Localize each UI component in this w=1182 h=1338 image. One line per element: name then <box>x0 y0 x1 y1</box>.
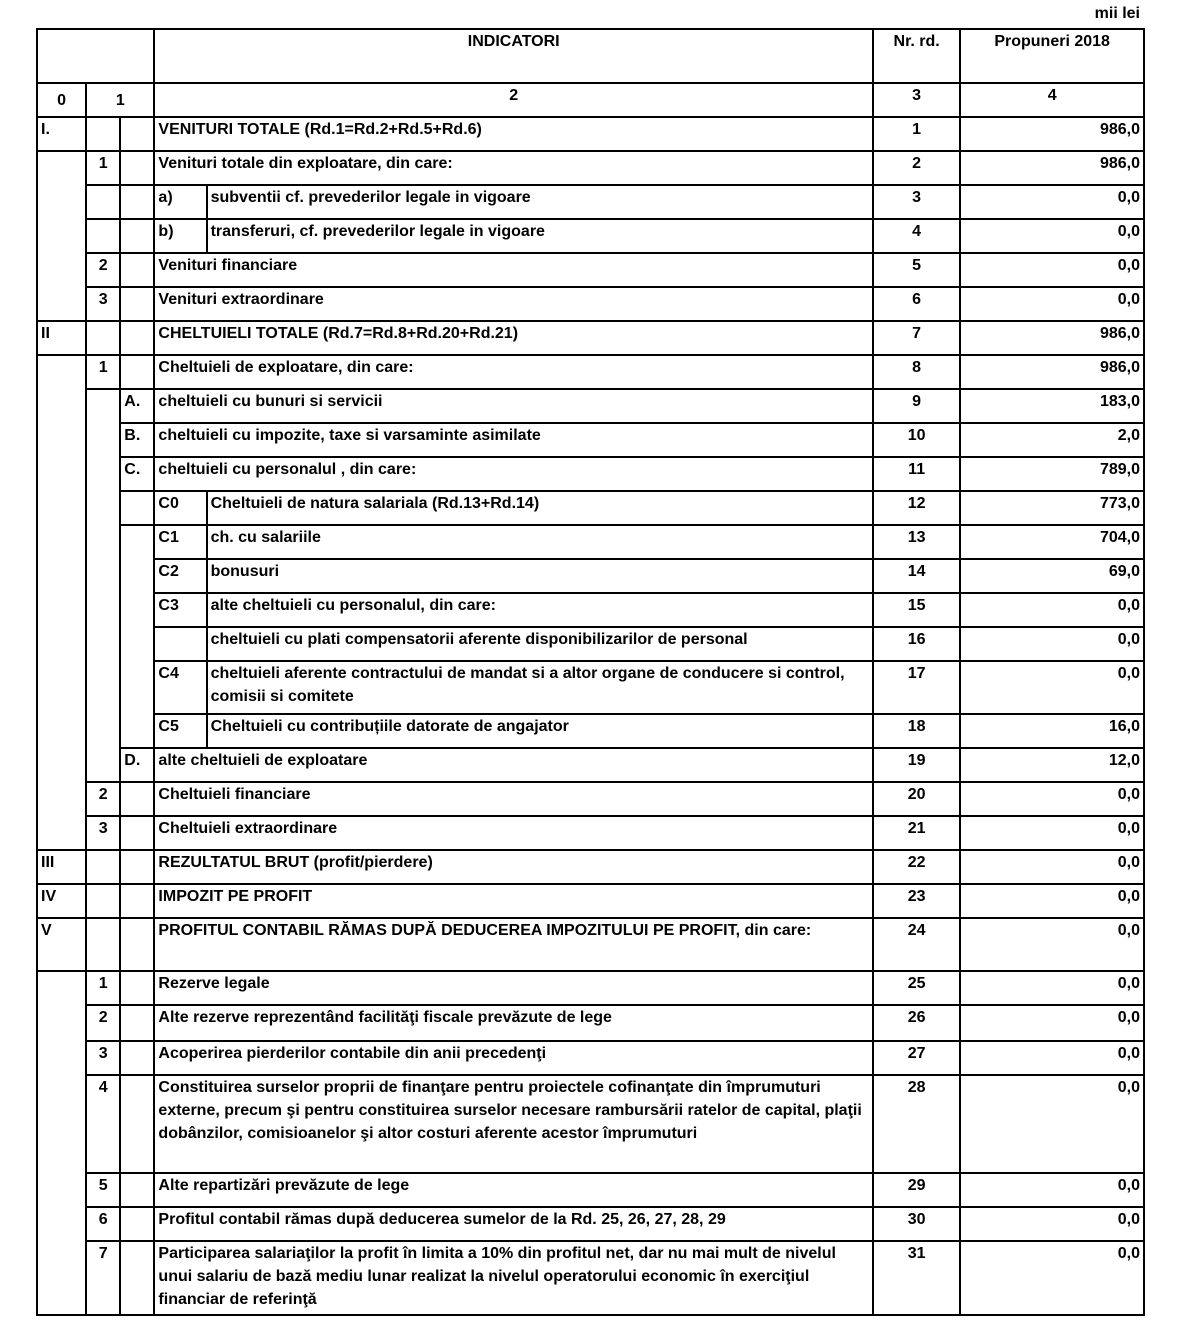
indicator-cell: Cheltuieli extraordinare <box>154 816 873 850</box>
arabic-cell: 1 <box>86 971 120 1005</box>
nr-rd-cell: 26 <box>873 1005 960 1041</box>
value-cell: 986,0 <box>960 117 1144 151</box>
empty-cell <box>120 117 154 151</box>
arabic-cell: 1 <box>86 355 120 389</box>
table-row <box>37 559 1144 593</box>
arabic-cell: 4 <box>86 1075 120 1173</box>
empty-cell <box>120 321 154 355</box>
indicator-cell: Cheltuieli financiare <box>154 782 873 816</box>
nr-rd-cell: 15 <box>873 593 960 627</box>
nr-rd-cell: 30 <box>873 1207 960 1241</box>
indicator-cell: Acoperirea pierderilor contabile din anii precedenţi <box>154 1041 873 1075</box>
arabic-cell: 2 <box>86 782 120 816</box>
code-cell: C4 <box>154 661 206 714</box>
table-row <box>37 1173 1144 1207</box>
table-row <box>37 525 1144 559</box>
value-cell: 704,0 <box>960 525 1144 559</box>
nr-rd-cell: 28 <box>873 1075 960 1173</box>
value-cell: 0,0 <box>960 850 1144 884</box>
indicator-cell: Venituri extraordinare <box>154 287 873 321</box>
code-cell: a) <box>154 185 206 219</box>
value-cell: 2,0 <box>960 423 1144 457</box>
empty-cell <box>120 918 154 971</box>
nr-rd-cell: 8 <box>873 355 960 389</box>
roman-cell: II <box>37 321 86 355</box>
indicator-cell: Cheltuieli de exploatare, din care: <box>154 355 873 389</box>
table-row <box>37 151 1144 185</box>
arabic-cell: 2 <box>86 1005 120 1041</box>
nr-rd-cell: 4 <box>873 219 960 253</box>
indicator-cell: Cheltuieli cu contribuțiile datorate de angajator <box>207 714 873 748</box>
empty-cell <box>120 1241 154 1315</box>
arabic-cell: 3 <box>86 287 120 321</box>
table-row <box>37 884 1144 918</box>
nr-rd-cell: 22 <box>873 850 960 884</box>
empty-cell <box>120 525 154 748</box>
arabic-cell: 1 <box>86 151 120 185</box>
arabic-cell: 7 <box>86 1241 120 1315</box>
indicator-cell: cheltuieli cu personalul , din care: <box>154 457 873 491</box>
empty-cell <box>120 816 154 850</box>
empty-cell <box>86 321 120 355</box>
table-row <box>37 782 1144 816</box>
empty-cell <box>120 850 154 884</box>
table-row <box>37 850 1144 884</box>
arabic-cell: 3 <box>86 816 120 850</box>
value-cell: 0,0 <box>960 1041 1144 1075</box>
empty-cell <box>120 782 154 816</box>
nr-rd-cell: 7 <box>873 321 960 355</box>
code-cell: C0 <box>154 491 206 525</box>
indicator-cell: PROFITUL CONTABIL RĂMAS DUPĂ DEDUCEREA IMPOZITULUI PE PROFIT, din care: <box>154 918 873 971</box>
value-cell: 0,0 <box>960 884 1144 918</box>
empty-cell <box>120 1041 154 1075</box>
table-row <box>37 816 1144 850</box>
nr-rd-cell: 6 <box>873 287 960 321</box>
table-row <box>37 219 1144 253</box>
indicator-cell: cheltuieli aferente contractului de mandat si a altor organe de conducere si control, comisii si comitete <box>207 661 873 714</box>
value-cell: 0,0 <box>960 661 1144 714</box>
empty-cell <box>120 355 154 389</box>
roman-cell: IV <box>37 884 86 918</box>
table-row <box>37 185 1144 219</box>
indicator-cell: IMPOZIT PE PROFIT <box>154 884 873 918</box>
value-cell: 0,0 <box>960 1075 1144 1173</box>
value-cell: 0,0 <box>960 593 1144 627</box>
indicator-cell: Venituri financiare <box>154 253 873 287</box>
indicator-cell: bonusuri <box>207 559 873 593</box>
value-cell: 0,0 <box>960 1173 1144 1207</box>
indicator-cell: VENITURI TOTALE (Rd.1=Rd.2+Rd.5+Rd.6) <box>154 117 873 151</box>
letter-cell: C. <box>120 457 154 491</box>
value-cell: 986,0 <box>960 321 1144 355</box>
col-number: 2 <box>154 83 873 117</box>
value-cell: 773,0 <box>960 491 1144 525</box>
empty-cell <box>120 1207 154 1241</box>
value-cell: 0,0 <box>960 1005 1144 1041</box>
col-number: 0 <box>37 83 86 117</box>
nr-rd-cell: 31 <box>873 1241 960 1315</box>
nr-rd-cell: 29 <box>873 1173 960 1207</box>
empty-cell <box>86 219 120 253</box>
value-cell: 16,0 <box>960 714 1144 748</box>
value-cell: 0,0 <box>960 1207 1144 1241</box>
value-cell: 0,0 <box>960 185 1144 219</box>
indicator-cell: REZULTATUL BRUT (profit/pierdere) <box>154 850 873 884</box>
value-cell: 986,0 <box>960 355 1144 389</box>
empty-cell <box>86 117 120 151</box>
roman-cell: I. <box>37 117 86 151</box>
col-number: 4 <box>960 83 1144 117</box>
indicator-cell: ch. cu salariile <box>207 525 873 559</box>
nr-rd-cell: 25 <box>873 971 960 1005</box>
header-indicatori: INDICATORI <box>154 29 873 83</box>
empty-cell <box>86 850 120 884</box>
empty-cell <box>120 185 154 219</box>
code-cell: C2 <box>154 559 206 593</box>
header-row <box>37 29 1144 83</box>
table-row <box>37 748 1144 782</box>
value-cell: 0,0 <box>960 287 1144 321</box>
nr-rd-cell: 3 <box>873 185 960 219</box>
arabic-cell: 3 <box>86 1041 120 1075</box>
nr-rd-cell: 24 <box>873 918 960 971</box>
indicator-cell: Rezerve legale <box>154 971 873 1005</box>
nr-rd-cell: 1 <box>873 117 960 151</box>
table-row <box>37 117 1144 151</box>
unit-label: mii lei <box>1094 5 1140 22</box>
table-row <box>37 1207 1144 1241</box>
indicator-cell: Venituri totale din exploatare, din care: <box>154 151 873 185</box>
empty-cell <box>37 355 86 850</box>
empty-cell <box>86 185 120 219</box>
arabic-cell: 6 <box>86 1207 120 1241</box>
indicator-cell: Cheltuieli de natura salariala (Rd.13+Rd.14) <box>207 491 873 525</box>
table-row <box>37 355 1144 389</box>
nr-rd-cell: 14 <box>873 559 960 593</box>
value-cell: 0,0 <box>960 627 1144 661</box>
table-row <box>37 389 1144 423</box>
indicator-cell: Alte repartizări prevăzute de lege <box>154 1173 873 1207</box>
indicator-cell: CHELTUIELI TOTALE (Rd.7=Rd.8+Rd.20+Rd.21) <box>154 321 873 355</box>
indicator-cell: alte cheltuieli de exploatare <box>154 748 873 782</box>
budget-table <box>36 28 1145 1316</box>
col-number: 1 <box>86 83 154 117</box>
empty-cell <box>37 151 86 321</box>
empty-cell <box>86 918 120 971</box>
value-cell: 0,0 <box>960 782 1144 816</box>
col-number: 3 <box>873 83 960 117</box>
header-propuneri: Propuneri 2018 <box>960 29 1144 83</box>
nr-rd-cell: 13 <box>873 525 960 559</box>
nr-rd-cell: 17 <box>873 661 960 714</box>
value-cell: 0,0 <box>960 253 1144 287</box>
table-row <box>37 423 1144 457</box>
nr-rd-cell: 27 <box>873 1041 960 1075</box>
table-row <box>37 1041 1144 1075</box>
nr-rd-cell: 19 <box>873 748 960 782</box>
value-cell: 183,0 <box>960 389 1144 423</box>
header-blank <box>37 29 154 83</box>
table-row <box>37 321 1144 355</box>
table-row <box>37 971 1144 1005</box>
table-row <box>37 287 1144 321</box>
nr-rd-cell: 2 <box>873 151 960 185</box>
indicator-cell: Profitul contabil rămas după deducerea sumelor de la Rd. 25, 26, 27, 28, 29 <box>154 1207 873 1241</box>
value-cell: 789,0 <box>960 457 1144 491</box>
table-row <box>37 627 1144 661</box>
empty-cell <box>120 971 154 1005</box>
empty-cell <box>120 884 154 918</box>
roman-cell: V <box>37 918 86 971</box>
nr-rd-cell: 18 <box>873 714 960 748</box>
table-row <box>37 593 1144 627</box>
code-cell <box>154 627 206 661</box>
roman-cell: III <box>37 850 86 884</box>
indicator-cell: cheltuieli cu impozite, taxe si varsaminte asimilate <box>154 423 873 457</box>
empty-cell <box>86 389 120 782</box>
value-cell: 0,0 <box>960 971 1144 1005</box>
letter-cell: B. <box>120 423 154 457</box>
code-cell: C3 <box>154 593 206 627</box>
nr-rd-cell: 10 <box>873 423 960 457</box>
nr-rd-cell: 20 <box>873 782 960 816</box>
table-row <box>37 1005 1144 1041</box>
table-row <box>37 661 1144 714</box>
table-row <box>37 253 1144 287</box>
indicator-cell: subventii cf. prevederilor legale in vigoare <box>207 185 873 219</box>
table-row <box>37 714 1144 748</box>
empty-cell <box>120 287 154 321</box>
value-cell: 69,0 <box>960 559 1144 593</box>
arabic-cell: 2 <box>86 253 120 287</box>
indicator-cell: Alte rezerve reprezentând facilităţi fiscale prevăzute de lege <box>154 1005 873 1041</box>
indicator-cell: transferuri, cf. prevederilor legale in vigoare <box>207 219 873 253</box>
table-row <box>37 457 1144 491</box>
indicator-cell: cheltuieli cu bunuri si servicii <box>154 389 873 423</box>
empty-cell <box>120 1173 154 1207</box>
letter-cell: D. <box>120 748 154 782</box>
nr-rd-cell: 5 <box>873 253 960 287</box>
value-cell: 0,0 <box>960 1241 1144 1315</box>
value-cell: 0,0 <box>960 219 1144 253</box>
value-cell: 12,0 <box>960 748 1144 782</box>
table-row <box>37 491 1144 525</box>
value-cell: 0,0 <box>960 918 1144 971</box>
table-row <box>37 1241 1144 1315</box>
empty-cell <box>120 151 154 185</box>
empty-cell <box>86 884 120 918</box>
value-cell: 0,0 <box>960 816 1144 850</box>
code-cell: b) <box>154 219 206 253</box>
table-row <box>37 918 1144 971</box>
code-cell: C5 <box>154 714 206 748</box>
indicator-cell: Constituirea surselor proprii de finanţare pentru proiectele cofinanţate din împrumuturi externe, precum şi pentru constituirea surselor necesare rambursării ratelor de capital, plaţii dobânzilor, comisioanelor şi altor costuri aferente acestor împrumuturi <box>154 1075 873 1173</box>
empty-cell <box>37 971 86 1315</box>
indicator-cell: alte cheltuieli cu personalul, din care: <box>207 593 873 627</box>
nr-rd-cell: 11 <box>873 457 960 491</box>
table-row <box>37 1075 1144 1173</box>
empty-cell <box>120 491 154 525</box>
indicator-cell: cheltuieli cu plati compensatorii aferente disponibilizarilor de personal <box>207 627 873 661</box>
nr-rd-cell: 23 <box>873 884 960 918</box>
value-cell: 986,0 <box>960 151 1144 185</box>
empty-cell <box>120 219 154 253</box>
nr-rd-cell: 16 <box>873 627 960 661</box>
empty-cell <box>120 253 154 287</box>
arabic-cell: 5 <box>86 1173 120 1207</box>
empty-cell <box>120 1005 154 1041</box>
nr-rd-cell: 21 <box>873 816 960 850</box>
letter-cell: A. <box>120 389 154 423</box>
empty-cell <box>120 1075 154 1173</box>
indicator-cell: Participarea salariaţilor la profit în limita a 10% din profitul net, dar nu mai mult de nivelul unui salariu de bază mediu lunar realizat la nivelul operatorului economic în exerciţiul financiar de referinţă <box>154 1241 873 1315</box>
code-cell: C1 <box>154 525 206 559</box>
nr-rd-cell: 9 <box>873 389 960 423</box>
header-nr-rd: Nr. rd. <box>873 29 960 83</box>
nr-rd-cell: 12 <box>873 491 960 525</box>
column-number-row <box>37 83 1144 117</box>
